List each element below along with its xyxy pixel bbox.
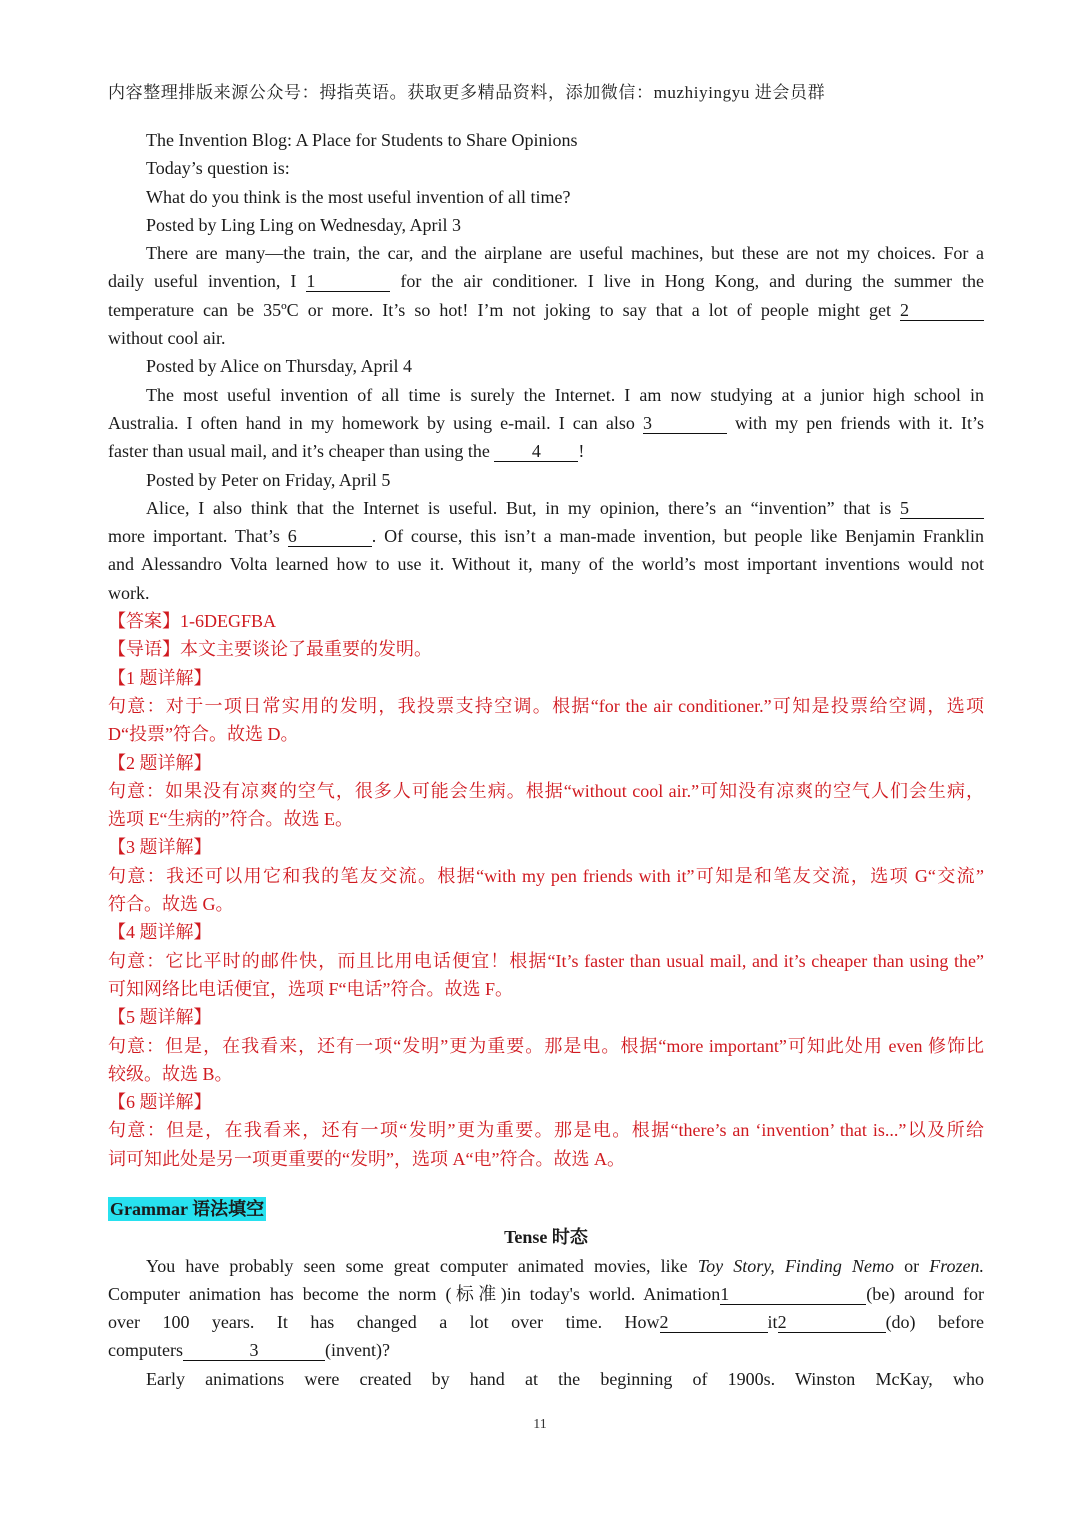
q4-line-2: 可知网络比电话便宜，选项 F“电话”符合。故选 F。: [108, 978, 513, 999]
post-byline-1: Posted by Ling Ling on Wednesday, April 3: [146, 214, 462, 235]
grammar-line-4: [108, 1336, 984, 1364]
text-run: computers: [108, 1340, 183, 1361]
q6-line-2: 词可知此处是另一项更重要的“发明”，选项 A“电”符合。故选 A。: [108, 1148, 625, 1169]
q3-line-1: 句意：我还可以用它和我的笔友交流。根据“with my pen friends with it”可知是和笔友交流，选项 G“交流”: [108, 865, 984, 886]
post1-line-1: There are many—the train, the car, and the airplane are useful machines, but these are not my choices. For a: [146, 243, 984, 264]
post3-line-4: work.: [108, 582, 150, 603]
section-gap: [108, 1173, 984, 1195]
text-run: daily useful invention, I: [108, 271, 297, 292]
q1-line-2: D“投票”符合。故选 D。: [108, 724, 299, 745]
text-run: You have probably seen some great computer animated movies, like: [146, 1255, 688, 1276]
document-body: [108, 126, 984, 1393]
answer-key: 【答案】1-6DEGFBA: [108, 611, 277, 632]
post2-line-1: The most useful invention of all time is surely the Internet. I am now studying at a junior high school in: [146, 384, 984, 405]
text-run: it: [767, 1312, 778, 1333]
grammar-heading: [108, 1195, 984, 1223]
blank-1: 1: [306, 271, 390, 292]
question-intro: Today’s question is:: [146, 158, 290, 179]
q3-title: 【3 题详解】: [108, 837, 212, 858]
text-run: more important. That’s: [108, 526, 280, 547]
text-run: . Of course, this isn’t a man-made invention, but people like Benjamin Franklin: [371, 526, 985, 547]
q4-title: 【4 题详解】: [108, 922, 212, 943]
movie-title-frozen: Frozen.: [929, 1255, 985, 1276]
text-run: (do) before: [885, 1312, 984, 1333]
grammar-line-5: Early animations were created by hand at the beginning of 1900s. Winston McKay, who: [146, 1368, 984, 1389]
text-run: !: [578, 441, 585, 462]
post2-line-2: [108, 409, 984, 437]
blank-6: 6: [288, 526, 372, 547]
grammar-blank-1: 1: [720, 1284, 866, 1305]
page-number: 11: [533, 1417, 547, 1432]
page-header: 内容整理排版来源公众号：拇指英语。获取更多精品资料，添加微信：muzhiyingyu 进会员群: [108, 83, 826, 102]
text-run: or: [904, 1255, 920, 1276]
text-run: for the air conditioner. I live in Hong Kong, and during the summer the: [400, 271, 985, 292]
post3-line-1: [108, 494, 984, 522]
grammar-line-1: [108, 1252, 984, 1280]
post2-line-3: [108, 437, 984, 465]
blog-title: The Invention Blog: A Place for Students to Share Opinions: [146, 130, 578, 150]
grammar-title: Tense 时态: [504, 1227, 588, 1248]
text-run: over 100 years. It has changed a lot over time. How: [108, 1312, 660, 1333]
grammar-section-label: Grammar 语法填空: [110, 1198, 265, 1219]
text-run: faster than usual mail, and it’s cheaper than using the: [108, 441, 490, 462]
text-run: temperature can be 35ºC or more. It’s so hot! I’m not joking to say that a lot of people might get: [108, 299, 891, 320]
text-run: (invent)?: [324, 1340, 390, 1361]
question-text: What do you think is the most useful invention of all time?: [146, 186, 571, 207]
q3-line-2: 符合。故选 G。: [108, 894, 234, 915]
movie-titles: Toy Story, Finding Nemo: [697, 1255, 894, 1276]
post-byline-3: Posted by Peter on Friday, April 5: [146, 469, 391, 490]
grammar-blank-2a: 2: [660, 1312, 768, 1333]
blank-3: 3: [643, 413, 727, 434]
grammar-blank-2b: 2: [778, 1312, 886, 1333]
blank-2: 2: [900, 300, 984, 321]
q2-title: 【2 题详解】: [108, 752, 212, 773]
post3-line-3: and Alessandro Volta learned how to use it. Without it, many of the world’s most important inventions would not: [108, 554, 984, 575]
post1-line-4: without cool air.: [108, 328, 226, 349]
q6-line-1: 句意：但是，在我看来，还有一项“发明”更为重要。那是电。根据“there’s an ‘invention’ that is...”以及所给: [108, 1120, 984, 1141]
q1-title: 【1 题详解】: [108, 667, 212, 688]
q5-line-1: 句意：但是，在我看来，还有一项“发明”更为重要。那是电。根据“more important”可知此处用 even 修饰比: [108, 1035, 984, 1056]
text-run: Australia. I often hand in my homework by using e-mail. I can also: [108, 412, 635, 433]
q5-title: 【5 题详解】: [108, 1007, 212, 1028]
text-run: Computer animation has become the norm (标准)in today's world. Animation: [108, 1283, 721, 1304]
q2-line-2: 选项 E“生病的”符合。故选 E。: [108, 809, 353, 830]
grammar-line-3: [108, 1308, 984, 1336]
grammar-blank-3: 3: [183, 1340, 325, 1361]
post1-line-2: [108, 267, 984, 295]
q1-line-1: 句意：对于一项日常实用的发明，我投票支持空调。根据“for the air conditioner.”可知是投票给空调，选项: [108, 695, 984, 716]
post-byline-2: Posted by Alice on Thursday, April 4: [146, 356, 412, 377]
q4-line-1: 句意：它比平时的邮件快，而且比用电话便宜！根据“It’s faster than usual mail, and it’s cheaper than using the”: [108, 950, 984, 971]
grammar-line-2: [108, 1280, 984, 1308]
text-run: (be) around for: [866, 1283, 984, 1304]
blank-4: 4: [494, 441, 578, 462]
q5-line-2: 较级。故选 B。: [108, 1063, 233, 1084]
text-run: Alice, I also think that the Internet is useful. But, in my opinion, there’s an “invention” that is: [146, 497, 892, 518]
post1-line-3: [108, 296, 984, 324]
q6-title: 【6 题详解】: [108, 1092, 212, 1113]
text-run: with my pen friends with it. It’s: [735, 412, 985, 433]
guide-text: 【导语】本文主要谈论了最重要的发明。: [108, 639, 432, 660]
blank-5: 5: [900, 498, 984, 519]
post3-line-2: [108, 522, 984, 550]
q2-line-1: 句意：如果没有凉爽的空气，很多人可能会生病。根据“without cool air.”可知没有凉爽的空气人们会生病，: [108, 780, 984, 801]
